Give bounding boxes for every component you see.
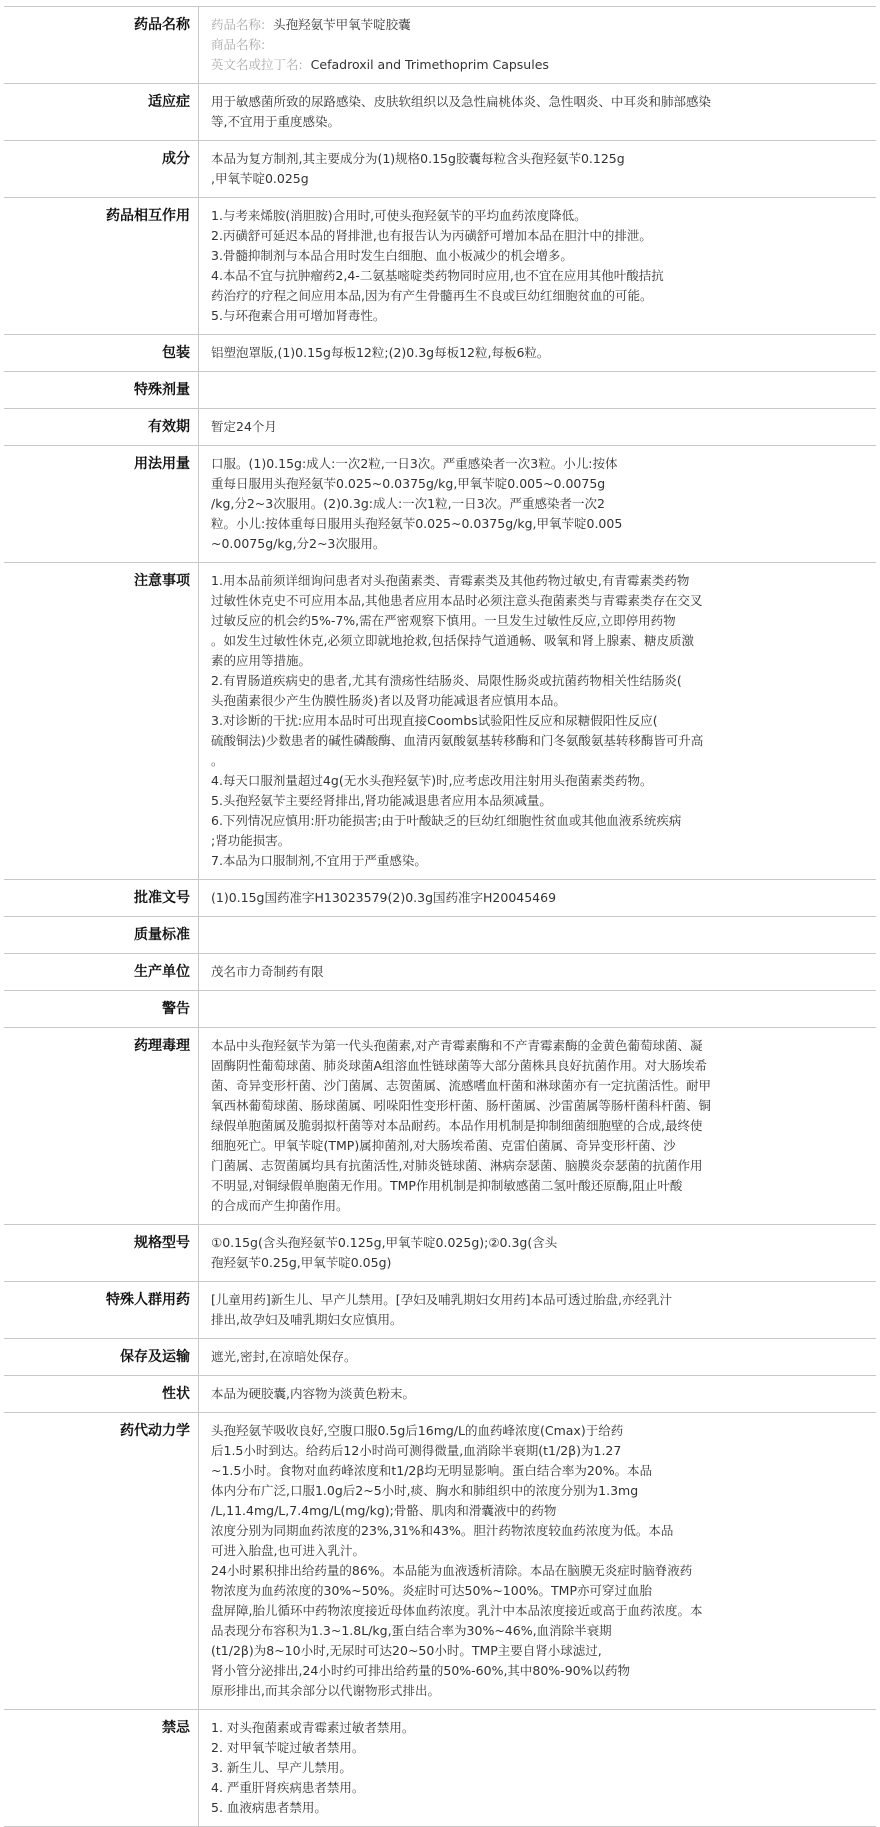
row-label: 药品名称 bbox=[4, 7, 199, 84]
text-line: 原形排出,而其余部分以代谢物形式排出。 bbox=[211, 1683, 440, 1698]
common-name-value: 头孢羟氨苄甲氧苄啶胶囊 bbox=[273, 17, 411, 32]
row-value bbox=[199, 1028, 877, 1225]
text-line: 头孢羟氨苄吸收良好,空腹口服0.5g后16mg/L的血药峰浓度(Cmax)于给药 bbox=[211, 1423, 624, 1438]
row-value bbox=[199, 84, 877, 141]
row-value bbox=[199, 991, 877, 1028]
row-value bbox=[199, 1339, 877, 1376]
row-value bbox=[199, 1376, 877, 1413]
english-name-line bbox=[211, 55, 872, 75]
row-label: 生产单位 bbox=[4, 954, 199, 991]
trade-name-label: 商品名称: bbox=[211, 37, 266, 52]
text-line: 不明显,对铜绿假单胞菌无作用。TMP作用机制是抑制敏感菌二氢叶酸还原酶,阻止叶酸 bbox=[211, 1178, 683, 1193]
text-line: 5.头孢羟氨苄主要经肾排出,肾功能减退患者应用本品须减量。 bbox=[211, 793, 552, 808]
text-line: 2.有胃肠道疾病史的患者,尤其有溃疡性结肠炎、局限性肠炎或抗菌药物相关性结肠炎( bbox=[211, 673, 682, 688]
text-line: 粒。小儿:按体重每日服用头孢羟氨苄0.025~0.0375g/kg,甲氧苄啶0.005 bbox=[211, 516, 623, 531]
text-line: 。 bbox=[211, 753, 224, 768]
row-label: 特殊人群用药 bbox=[4, 1282, 199, 1339]
text-line: 菌、奇异变形杆菌、沙门菌属、志贺菌属、流感嗜血杆菌和淋球菌亦有一定抗菌活性。耐甲 bbox=[211, 1078, 712, 1093]
text-line: 本品为硬胶囊,内容物为淡黄色粉末。 bbox=[211, 1386, 415, 1401]
row-value bbox=[199, 141, 877, 198]
text-line: 遮光,密封,在凉暗处保存。 bbox=[211, 1349, 357, 1364]
text-line: 细胞死亡。甲氧苄啶(TMP)属抑菌剂,对大肠埃希菌、克雷伯菌属、奇异变形杆菌、沙 bbox=[211, 1138, 676, 1153]
row-quality bbox=[4, 917, 876, 954]
text-line: 1.与考来烯胺(消胆胺)合用时,可使头孢羟氨苄的平均血药浓度降低。 bbox=[211, 208, 587, 223]
row-value bbox=[199, 198, 877, 335]
row-precautions bbox=[4, 563, 876, 880]
text-line: 重每日服用头孢羟氨苄0.025~0.0375g/kg,甲氧苄啶0.005~0.0075g bbox=[211, 476, 606, 491]
row-approval bbox=[4, 880, 876, 917]
row-value bbox=[199, 563, 877, 880]
text-line: 头孢菌素很少产生伪膜性肠炎)者以及肾功能减退者应慎用本品。 bbox=[211, 693, 566, 708]
text-line: [儿童用药]新生儿、早产儿禁用。[孕妇及哺乳期妇女用药]本品可透过胎盘,亦经乳汁 bbox=[211, 1292, 672, 1307]
text-line: 7.本品为口服制剂,不宜用于严重感染。 bbox=[211, 853, 427, 868]
text-line: 肾小管分泌排出,24小时约可排出给药量的50%-60%,其中80%-90%以药物 bbox=[211, 1663, 631, 1678]
text-line: 1.用本品前须详细询问患者对头孢菌素类、青霉素类及其他药物过敏史,有青霉素类药物 bbox=[211, 573, 690, 588]
text-line: 过敏性休克史不可应用本品,其他患者应用本品时必须注意头孢菌素类与青霉素类存在交叉 bbox=[211, 593, 703, 608]
row-packaging bbox=[4, 335, 876, 372]
text-line: 1. 对头孢菌素或青霉素过敏者禁用。 bbox=[211, 1720, 415, 1735]
row-storage bbox=[4, 1339, 876, 1376]
row-label: 成分 bbox=[4, 141, 199, 198]
text-line: 暂定24个月 bbox=[211, 419, 277, 434]
text-line: 排出,故孕妇及哺乳期妇女应慎用。 bbox=[211, 1312, 403, 1327]
row-warning bbox=[4, 991, 876, 1028]
text-line: (t1/2β)为8~10小时,无尿时可达20~50小时。TMP主要自肾小球滤过, bbox=[211, 1643, 602, 1658]
row-value bbox=[199, 1413, 877, 1710]
text-line: 用于敏感菌所致的尿路感染、皮肤软组织以及急性扁桃体炎、急性咽炎、中耳炎和肺部感染 bbox=[211, 94, 712, 109]
row-value bbox=[199, 7, 877, 84]
row-label: 用法用量 bbox=[4, 446, 199, 563]
trade-name-line bbox=[211, 35, 872, 55]
row-names bbox=[4, 7, 876, 84]
common-name-line bbox=[211, 15, 872, 35]
row-manufacturer bbox=[4, 954, 876, 991]
row-label: 包装 bbox=[4, 335, 199, 372]
row-label: 适应症 bbox=[4, 84, 199, 141]
row-label: 规格型号 bbox=[4, 1225, 199, 1282]
text-line: 。如发生过敏性休克,必须立即就地抢救,包括保持气道通畅、吸氧和肾上腺素、糖皮质激 bbox=[211, 633, 694, 648]
row-value bbox=[199, 335, 877, 372]
text-line: 门菌属、志贺菌属均具有抗菌活性,对肺炎链球菌、淋病奈瑟菌、脑膜炎奈瑟菌的抗菌作用 bbox=[211, 1158, 703, 1173]
row-specs bbox=[4, 1225, 876, 1282]
text-line: 可进入胎盘,也可进入乳汁。 bbox=[211, 1543, 365, 1558]
row-label: 警告 bbox=[4, 991, 199, 1028]
row-value bbox=[199, 409, 877, 446]
text-line: 5. 血液病患者禁用。 bbox=[211, 1800, 327, 1815]
text-line: 24小时累积排出给药量的86%。本品能为血液透析清除。本品在脑膜无炎症时脑脊液药 bbox=[211, 1563, 693, 1578]
row-label: 保存及运输 bbox=[4, 1339, 199, 1376]
text-line: 物浓度为血药浓度的30%~50%。炎症时可达50%~100%。TMP亦可穿过血胎 bbox=[211, 1583, 652, 1598]
row-interactions bbox=[4, 198, 876, 335]
row-value bbox=[199, 1282, 877, 1339]
text-line: 本品中头孢羟氨苄为第一代头孢菌素,对产青霉素酶和不产青霉素酶的金黄色葡萄球菌、凝 bbox=[211, 1038, 703, 1053]
text-line: 6.下列情况应慎用:肝功能损害;由于叶酸缺乏的巨幼红细胞性贫血或其他血液系统疾病 bbox=[211, 813, 682, 828]
text-line: 体内分布广泛,口服1.0g后2~5小时,痰、胸水和肺组织中的浓度分别为1.3mg bbox=[211, 1483, 639, 1498]
row-value bbox=[199, 1710, 877, 1827]
row-label: 禁忌 bbox=[4, 1710, 199, 1827]
row-label: 质量标准 bbox=[4, 917, 199, 954]
text-line: 铝塑泡罩版,(1)0.15g每板12粒;(2)0.3g每板12粒,每板6粒。 bbox=[211, 345, 550, 360]
row-validity bbox=[4, 409, 876, 446]
row-value bbox=[199, 372, 877, 409]
row-label: 药代动力学 bbox=[4, 1413, 199, 1710]
text-line: /kg,分2~3次服用。(2)0.3g:成人:一次1粒,一日3次。严重感染者一次2 bbox=[211, 496, 606, 511]
row-value bbox=[199, 917, 877, 954]
drug-info-rows bbox=[4, 84, 876, 1827]
text-line: 孢羟氨苄0.25g,甲氧苄啶0.05g) bbox=[211, 1255, 392, 1270]
text-line: ~0.0075g/kg,分2~3次服用。 bbox=[211, 536, 386, 551]
text-line: 等,不宜用于重度感染。 bbox=[211, 114, 340, 129]
text-line: 盘屏障,胎儿循环中药物浓度接近母体血药浓度。乳汁中本品浓度接近或高于血药浓度。本 bbox=[211, 1603, 703, 1618]
row-special-dose bbox=[4, 372, 876, 409]
row-label: 特殊剂量 bbox=[4, 372, 199, 409]
common-name-label: 药品名称: bbox=[211, 17, 266, 32]
text-line: 5.与环孢素合用可增加肾毒性。 bbox=[211, 308, 386, 323]
text-line: 3. 新生儿、早产儿禁用。 bbox=[211, 1760, 352, 1775]
text-line: 固酶阴性葡萄球菌、肺炎球菌A组溶血性链球菌等大部分菌株具良好抗菌作用。对大肠埃希 bbox=[211, 1058, 708, 1073]
row-value bbox=[199, 954, 877, 991]
row-contraindications bbox=[4, 1710, 876, 1827]
text-line: 茂名市力奇制药有限 bbox=[211, 964, 324, 979]
english-name-label: 英文名或拉丁名: bbox=[211, 57, 303, 72]
row-pharmacology bbox=[4, 1028, 876, 1225]
text-line: 过敏反应的机会约5%-7%,需在严密观察下慎用。一旦发生过敏性反应,立即停用药物 bbox=[211, 613, 676, 628]
row-label: 药理毒理 bbox=[4, 1028, 199, 1225]
row-label: 注意事项 bbox=[4, 563, 199, 880]
row-ingredients bbox=[4, 141, 876, 198]
text-line: ;肾功能损害。 bbox=[211, 833, 291, 848]
text-line: 浓度分别为同期血药浓度的23%,31%和43%。胆汁药物浓度较血药浓度为低。本品 bbox=[211, 1523, 674, 1538]
text-line: 绿假单胞菌属及脆弱拟杆菌等对本品耐药。本品作用机制是抑制细菌细胞壁的合成,最终使 bbox=[211, 1118, 703, 1133]
row-label: 有效期 bbox=[4, 409, 199, 446]
row-value bbox=[199, 446, 877, 563]
text-line: 2. 对甲氧苄啶过敏者禁用。 bbox=[211, 1740, 365, 1755]
text-line: (1)0.15g国药准字H13023579(2)0.3g国药准字H20045469 bbox=[211, 890, 557, 905]
row-label: 批准文号 bbox=[4, 880, 199, 917]
row-description bbox=[4, 1376, 876, 1413]
text-line: 3.骨髓抑制剂与本品合用时发生白细胞、血小板减少的机会增多。 bbox=[211, 248, 573, 263]
text-line: 品表现分布容积为1.3~1.8L/kg,蛋白结合率为30%~46%,血消除半衰期 bbox=[211, 1623, 612, 1638]
text-line: 口服。(1)0.15g:成人:一次2粒,一日3次。严重感染者一次3粒。小儿:按体 bbox=[211, 456, 618, 471]
text-line: /L,11.4mg/L,7.4mg/L(mg/kg);骨骼、肌肉和滑囊液中的药物 bbox=[211, 1503, 557, 1518]
english-name-value: Cefadroxil and Trimethoprim Capsules bbox=[310, 57, 549, 72]
text-line: ~1.5小时。食物对血药峰浓度和t1/2β均无明显影响。蛋白结合率为20%。本品 bbox=[211, 1463, 653, 1478]
row-label: 性状 bbox=[4, 1376, 199, 1413]
text-line: 氧西林葡萄球菌、肠球菌属、吲哚阳性变形杆菌、肠杆菌属、沙雷菌属等肠杆菌科杆菌、铜 bbox=[211, 1098, 712, 1113]
row-special-groups bbox=[4, 1282, 876, 1339]
row-usage bbox=[4, 446, 876, 563]
row-value bbox=[199, 1225, 877, 1282]
text-line: 硫酸铜法)少数患者的碱性磷酸酶、血清丙氨酸氨基转移酶和门冬氨酸氨基转移酶皆可升高 bbox=[211, 733, 704, 748]
row-label: 药品相互作用 bbox=[4, 198, 199, 335]
row-pharmacokinetics bbox=[4, 1413, 876, 1710]
text-line: 4.本品不宜与抗肿瘤药2,4-二氨基嘧啶类药物同时应用,也不宜在应用其他叶酸拮抗 bbox=[211, 268, 664, 283]
text-line: 后1.5小时到达。给药后12小时尚可测得微量,血消除半衰期(t1/2β)为1.27 bbox=[211, 1443, 622, 1458]
row-indications bbox=[4, 84, 876, 141]
text-line: ①0.15g(含头孢羟氨苄0.125g,甲氧苄啶0.025g);②0.3g(含头 bbox=[211, 1235, 558, 1250]
text-line: 素的应用等措施。 bbox=[211, 653, 312, 668]
text-line: 药治疗的疗程之间应用本品,因为有产生骨髓再生不良或巨幼红细胞贫血的可能。 bbox=[211, 288, 653, 303]
text-line: ,甲氧苄啶0.025g bbox=[211, 171, 309, 186]
row-value bbox=[199, 880, 877, 917]
text-line: 4. 严重肝肾疾病患者禁用。 bbox=[211, 1780, 365, 1795]
text-line: 2.丙磺舒可延迟本品的肾排泄,也有报告认为丙磺舒可增加本品在胆汁中的排泄。 bbox=[211, 228, 652, 243]
drug-info-table bbox=[4, 6, 876, 1827]
text-line: 本品为复方制剂,其主要成分为(1)规格0.15g胶囊每粒含头孢羟氨苄0.125g bbox=[211, 151, 625, 166]
text-line: 的合成而产生抑菌作用。 bbox=[211, 1198, 349, 1213]
text-line: 3.对诊断的干扰:应用本品时可出现直接Coombs试验阳性反应和尿糖假阳性反应( bbox=[211, 713, 658, 728]
text-line: 4.每天口服剂量超过4g(无水头孢羟氨苄)时,应考虑改用注射用头孢菌素类药物。 bbox=[211, 773, 653, 788]
